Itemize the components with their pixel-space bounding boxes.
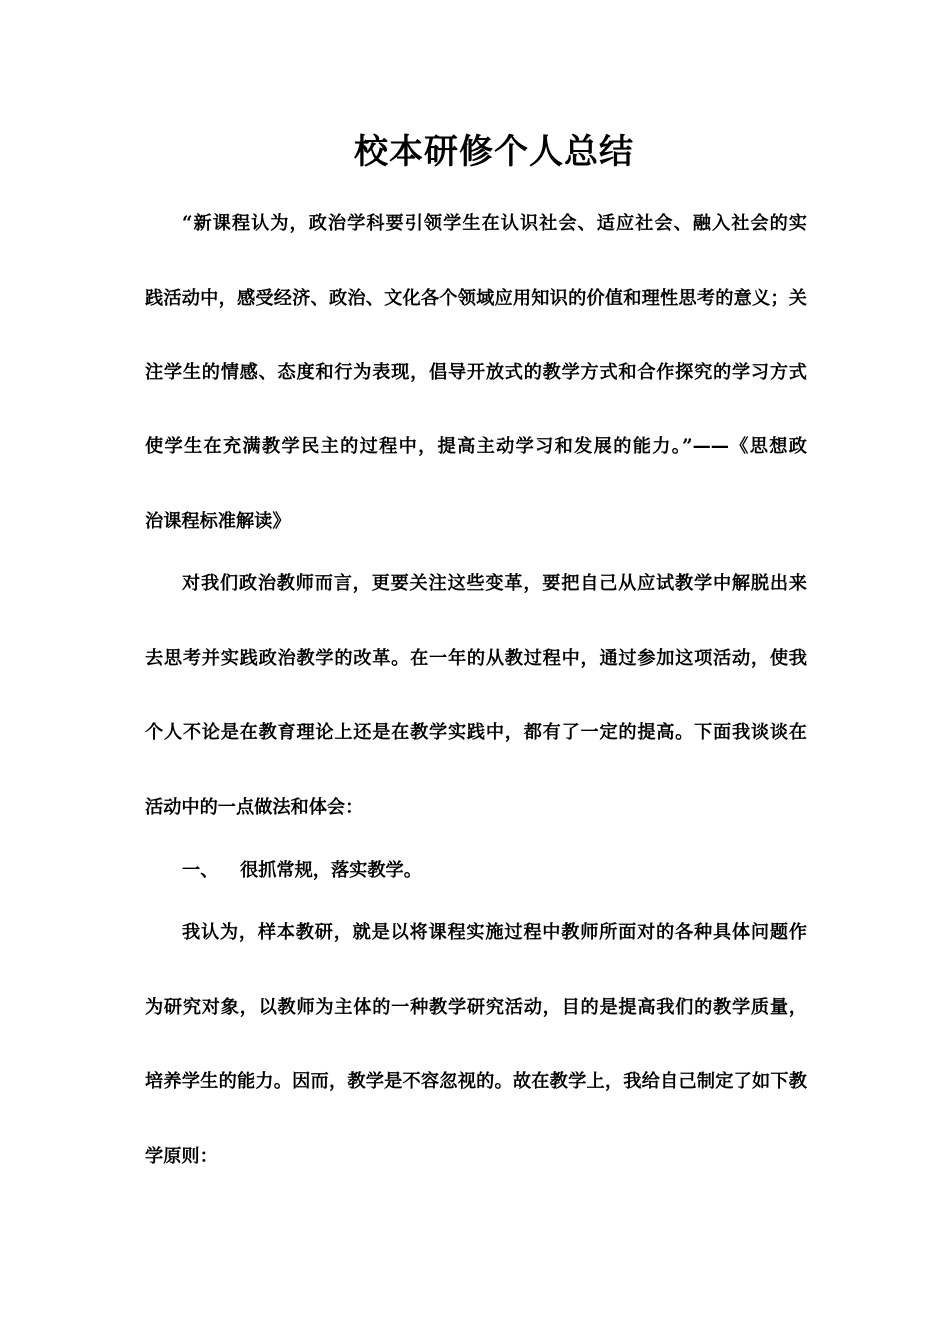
paragraph-2-line-4: 活动中的一点做法和体会： [145,797,364,818]
section-1-heading: 很抓常规，落实教学。 [240,860,422,881]
paragraph-1-line-4: 使学生在充满教学民主的过程中，提高主动学习和发展的能力。”——《思想政 [145,436,807,457]
paragraph-1-line-5: 治课程标准解读》 [145,511,291,532]
paragraph-2-line-2: 去思考并实践政治教学的改革。在一年的从教过程中，通过参加这项活动，使我 [145,648,807,669]
paragraph-1-line-3: 注学生的情感、态度和行为表现，倡导开放式的教学方式和合作探究的学习方式 [145,362,807,383]
paragraph-1-line-1: “新课程认为，政治学科要引领学生在认识社会、适应社会、融入社会的实 [182,213,807,234]
paragraph-3-line-2: 为研究对象，以教师为主体的一种教学研究活动，目的是提高我们的教学质量， [145,997,807,1018]
paragraph-1-line-2: 践活动中，感受经济、政治、文化各个领域应用知识的价值和理性思考的意义；关 [145,288,807,309]
paragraph-2-line-3: 个人不论是在教育理论上还是在教学实践中，都有了一定的提高。下面我谈谈在 [145,722,807,743]
paragraph-3-line-1: 我认为，样本教研，就是以将课程实施过程中教师所面对的各种具体问题作 [182,922,807,943]
paragraph-2-line-1: 对我们政治教师而言，更要关注这些变革，要把自己从应试教学中解脱出来 [182,573,807,594]
section-1-number: 一、 [182,860,219,881]
document-title: 校本研修个人总结 [354,132,634,172]
paragraph-3-line-4: 学原则： [145,1146,218,1167]
paragraph-3-line-3: 培养学生的能力。因而，教学是不容忽视的。故在教学上，我给自己制定了如下教 [145,1071,807,1092]
